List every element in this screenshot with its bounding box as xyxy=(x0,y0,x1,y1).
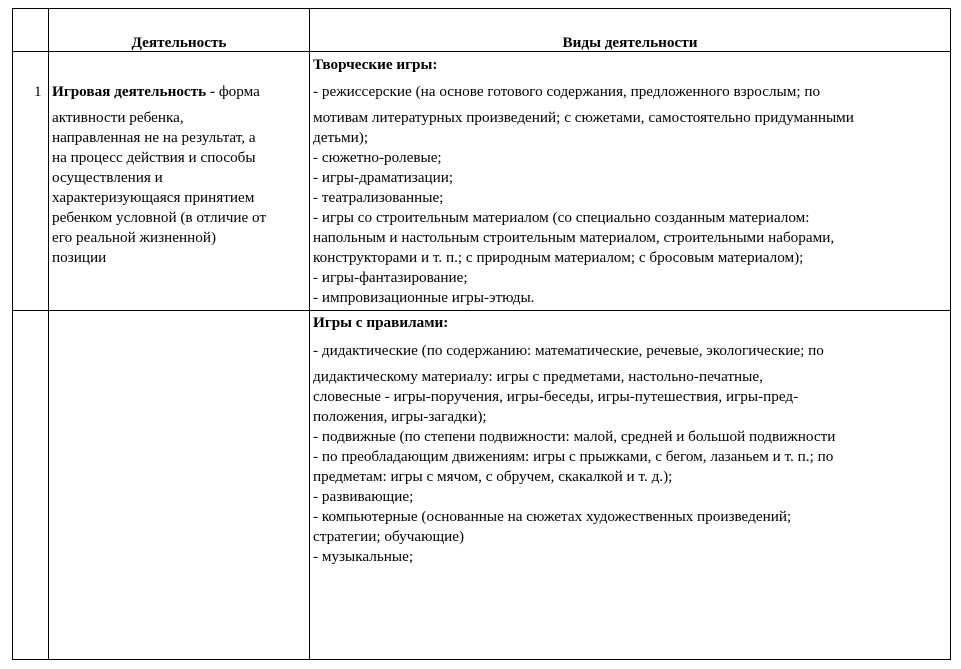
list-item: - сюжетно-ролевые; xyxy=(313,149,442,166)
activity-desc-line: активности ребенка, xyxy=(52,109,184,126)
table-border-left xyxy=(12,8,13,660)
activity-description xyxy=(52,108,308,268)
number-column-divider xyxy=(48,8,49,660)
list-item: - по преобладающим движениям: игры с прыжками, с бегом, лазаньем и т. п.; по xyxy=(313,448,834,465)
table-border-top xyxy=(12,8,951,9)
row-number: 1 xyxy=(34,83,42,100)
activity-desc-line: его реальной жизненной) xyxy=(52,229,217,246)
list-item: - развивающие; xyxy=(313,488,414,505)
list-item: предметам: игры с мячом, с обручем, скакалкой и т. д.); xyxy=(313,468,673,485)
list-item: конструкторами и т. п.; с природным материалом; с бросовым материалом); xyxy=(313,249,804,266)
row1-bottom-border xyxy=(12,310,951,311)
header-activity: Деятельность xyxy=(131,34,227,51)
creative-games-list xyxy=(313,82,949,308)
list-item: - дидактические (по содержанию: математические, речевые, экологические; по xyxy=(313,342,824,359)
rule-games-heading: Игры с правилами: xyxy=(313,314,449,331)
activity-desc-line: ребенком условной (в отличие от xyxy=(52,209,267,226)
rule-games-list xyxy=(313,341,949,567)
list-item: мотивам литературных произведений; с сюжетами, самостоятельно придуманными xyxy=(313,109,854,126)
list-item: - театрализованные; xyxy=(313,189,444,206)
list-item: детьми); xyxy=(313,129,369,146)
activity-desc-line: характеризующаяся принятием xyxy=(52,189,255,206)
list-item: стратегии; обучающие) xyxy=(313,528,465,545)
list-item: - импровизационные игры-этюды. xyxy=(313,289,535,306)
activity-title: Игровая деятельность - xyxy=(52,83,216,100)
table-border-bottom xyxy=(12,659,951,660)
activity-column-divider xyxy=(309,8,310,660)
activity-desc-line: на процесс действия и способы xyxy=(52,149,256,166)
list-item: дидактическому материалу: игры с предметами, настольно-печатные, xyxy=(313,368,763,385)
activity-desc-first: форма xyxy=(218,83,260,100)
creative-games-heading: Творческие игры: xyxy=(313,56,438,73)
activity-desc-line: осуществления и xyxy=(52,169,163,186)
list-item: - музыкальные; xyxy=(313,548,414,565)
list-item: - игры-фантазирование; xyxy=(313,269,468,286)
activity-desc-line: позиции xyxy=(52,249,107,266)
activity-desc-line: направленная не на результат, а xyxy=(52,129,256,146)
list-item: - подвижные (по степени подвижности: малой, средней и большой подвижности xyxy=(313,428,836,445)
list-item: - игры со строительным материалом (со специально созданным материалом: xyxy=(313,209,810,226)
table-border-right xyxy=(950,8,951,660)
list-item: - компьютерные (основанные на сюжетах художественных произведений; xyxy=(313,508,792,525)
header-activity-types: Виды деятельности xyxy=(562,34,698,51)
list-item: - режиссерские (на основе готового содержания, предложенного взрослым; по xyxy=(313,83,821,100)
list-item: напольным и настольным строительным материалом, строительными наборами, xyxy=(313,229,835,246)
activity-title-line xyxy=(52,82,260,102)
list-item: положения, игры-загадки); xyxy=(313,408,487,425)
list-item: словесные - игры-поручения, игры-беседы, игры-путешествия, игры-пред- xyxy=(313,388,799,405)
list-item: - игры-драматизации; xyxy=(313,169,454,186)
